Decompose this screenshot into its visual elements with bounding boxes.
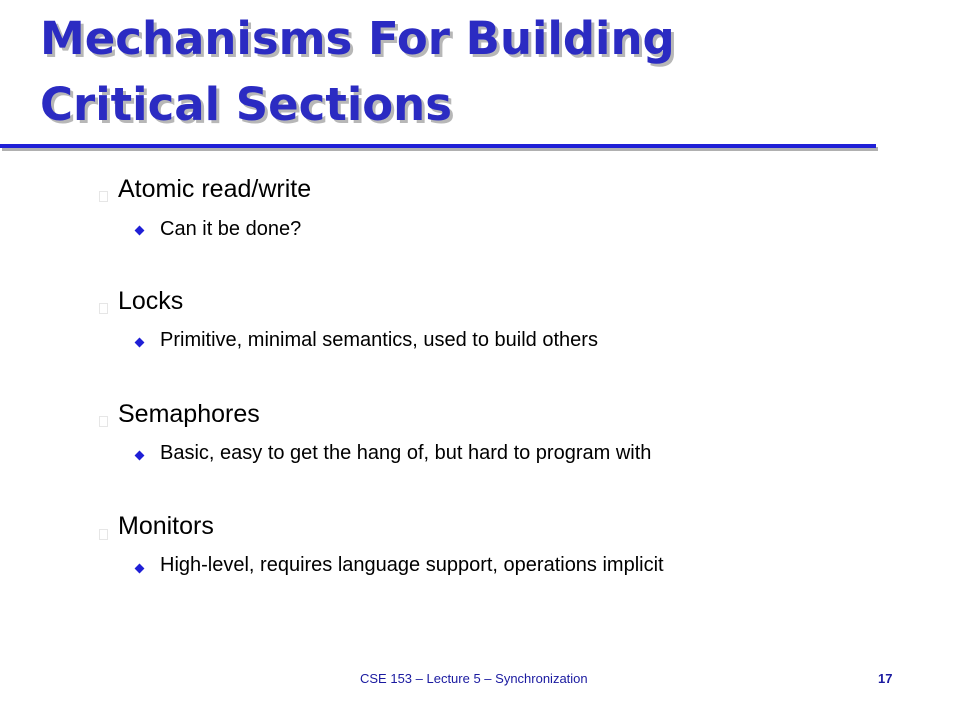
bullet-main-text: Atomic read/write bbox=[118, 175, 312, 203]
bullet-sub-text: Can it be done? bbox=[160, 218, 302, 240]
diamond-bullet-icon bbox=[135, 226, 145, 236]
slide-footer: CSE 153 – Lecture 5 – Synchronization bbox=[360, 671, 588, 686]
bullet-main-text: Semaphores bbox=[118, 400, 260, 428]
bullet-sub-text: Primitive, minimal semantics, used to build others bbox=[160, 329, 598, 351]
bullet-main-text: Locks bbox=[118, 287, 184, 315]
bullet-main-text: Monitors bbox=[118, 512, 214, 540]
diamond-bullet-icon bbox=[135, 451, 145, 461]
bullet-square-icon bbox=[99, 529, 108, 540]
bullet-sub-text: High-level, requires language support, operations implicit bbox=[160, 554, 664, 576]
diamond-bullet-icon bbox=[135, 564, 145, 574]
diamond-bullet-icon bbox=[135, 338, 145, 348]
bullet-square-icon bbox=[99, 416, 108, 427]
bullet-square-icon bbox=[99, 191, 108, 202]
slide-title-line-1: Mechanisms For Building bbox=[40, 12, 675, 65]
slide-title-line-2: Critical Sections bbox=[40, 78, 452, 131]
bullet-square-icon bbox=[99, 303, 108, 314]
bullet-sub-text: Basic, easy to get the hang of, but hard to program with bbox=[160, 442, 652, 464]
page-number: 17 bbox=[878, 671, 893, 686]
